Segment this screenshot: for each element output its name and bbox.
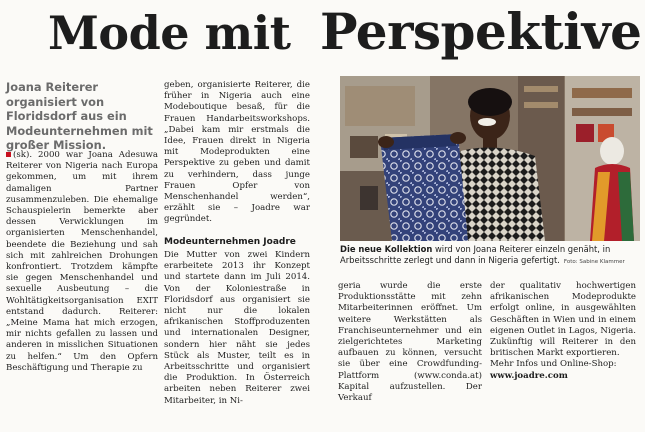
headline-part1: Mode mit — [48, 6, 291, 60]
column-2-text: geben, organisierte Reiterer, die früher in Nigeria auch eine Modeboutique besaß, für die Frauen Handarbeitsworkshops. „Dabei kam mir erstmals die Idee, Frauen direkt in Nigeria mit Modeprodukten eine Perspektive zu geben und damit zu verhindern, dass junge Frauen Opfer von Menschenhandel werden“, erzählt sie – Joadre war gegründet. — [164, 80, 310, 225]
column-1-text: (sk). 2000 war Joana Adesuwa Reiterer von Nigeria nach Europa gekommen, um mit ihrem damaligen Partner zusammenzuleben. Die ehemalige Schauspielerin bemerkte aber dessen Verwicklungen im organisierten Menschenhandel, beendete die Beziehung und sah sich mit zahlreichen Drohungen konfrontiert. Trotzdem kämpfte sie gegen Menschenhandel und sexuelle Ausbeutung – die Wohltätigkeitsorganisation EXIT entstand dadurch. Reiterer: „Meine Mama hat mich erzogen, mir nichts gefallen zu lassen und anderen in misslichen Situationen zu helfen.“ Um den Opfern Beschäftigung und Therapie zu — [6, 150, 158, 373]
headline — [14, 2, 642, 68]
column-1 — [6, 150, 158, 374]
column-4 — [490, 281, 636, 382]
lead-paragraph: Joana Reiterer organisiert von Floridsdorf aus ein Modeunternehmen mit großer Mission. — [6, 80, 153, 152]
photo-illustration — [340, 76, 640, 241]
column-4-text: der qualitativ hochwertigen afrikanischen Modeprodukte erfolgt online, in ausgewählten Geschäften in Wien und in einem eigenen Outlet in Lagos, Nigeria. Zukünftig will Reiterer in den britischen Markt exportieren. — [490, 281, 636, 359]
subheading: Modeunternehmen Joadre — [164, 237, 296, 247]
headline-part2: Perspektive — [320, 2, 642, 61]
more-info-label: Mehr Infos und Online-Shop: — [490, 359, 617, 370]
photo-fashion-collection — [340, 76, 640, 241]
photo-caption — [340, 244, 640, 268]
column-2-text-continued: Die Mutter von zwei Kindern erarbeitete 2013 ihr Konzept und startete dann im Juli 2014. Von der Koloniestraße in Floridsdorf aus organisiert sie nicht nur die lokalen afrikanischen Stoffproduzenten und internationalen Designer, sondern hier näht sie jedes Stück als Muster, teilt es in Arbeitsschritte und organisiert die Produktion. In Österreich arbeiten neben Reiterer zwei Mitarbeiter, in Ni- — [164, 250, 310, 406]
caption-bold: Die neue Kollektion — [340, 244, 433, 254]
section-marker-icon — [6, 152, 11, 157]
photo-credit: Foto: Sabine Klammer — [563, 259, 625, 265]
column-3-text: geria wurde die erste Produktionsstätte mit zehn Mitarbeiterinnen eröffnet. Um weitere Werkstätten als Franchiseunternehmer und ein zielgerichtetes Marketing aufbauen zu können, versucht sie über eine Crowdfunding-Plattform (www.conda.at) Kapital aufzustellen. Der Verkauf — [338, 281, 482, 404]
shop-url-link[interactable]: www.joadre.com — [490, 370, 568, 381]
caption-text: wird von Joana Reiterer einzeln genäht, in Arbeitsschritte zerlegt und dann in Nigeria gefertigt. — [340, 244, 611, 265]
